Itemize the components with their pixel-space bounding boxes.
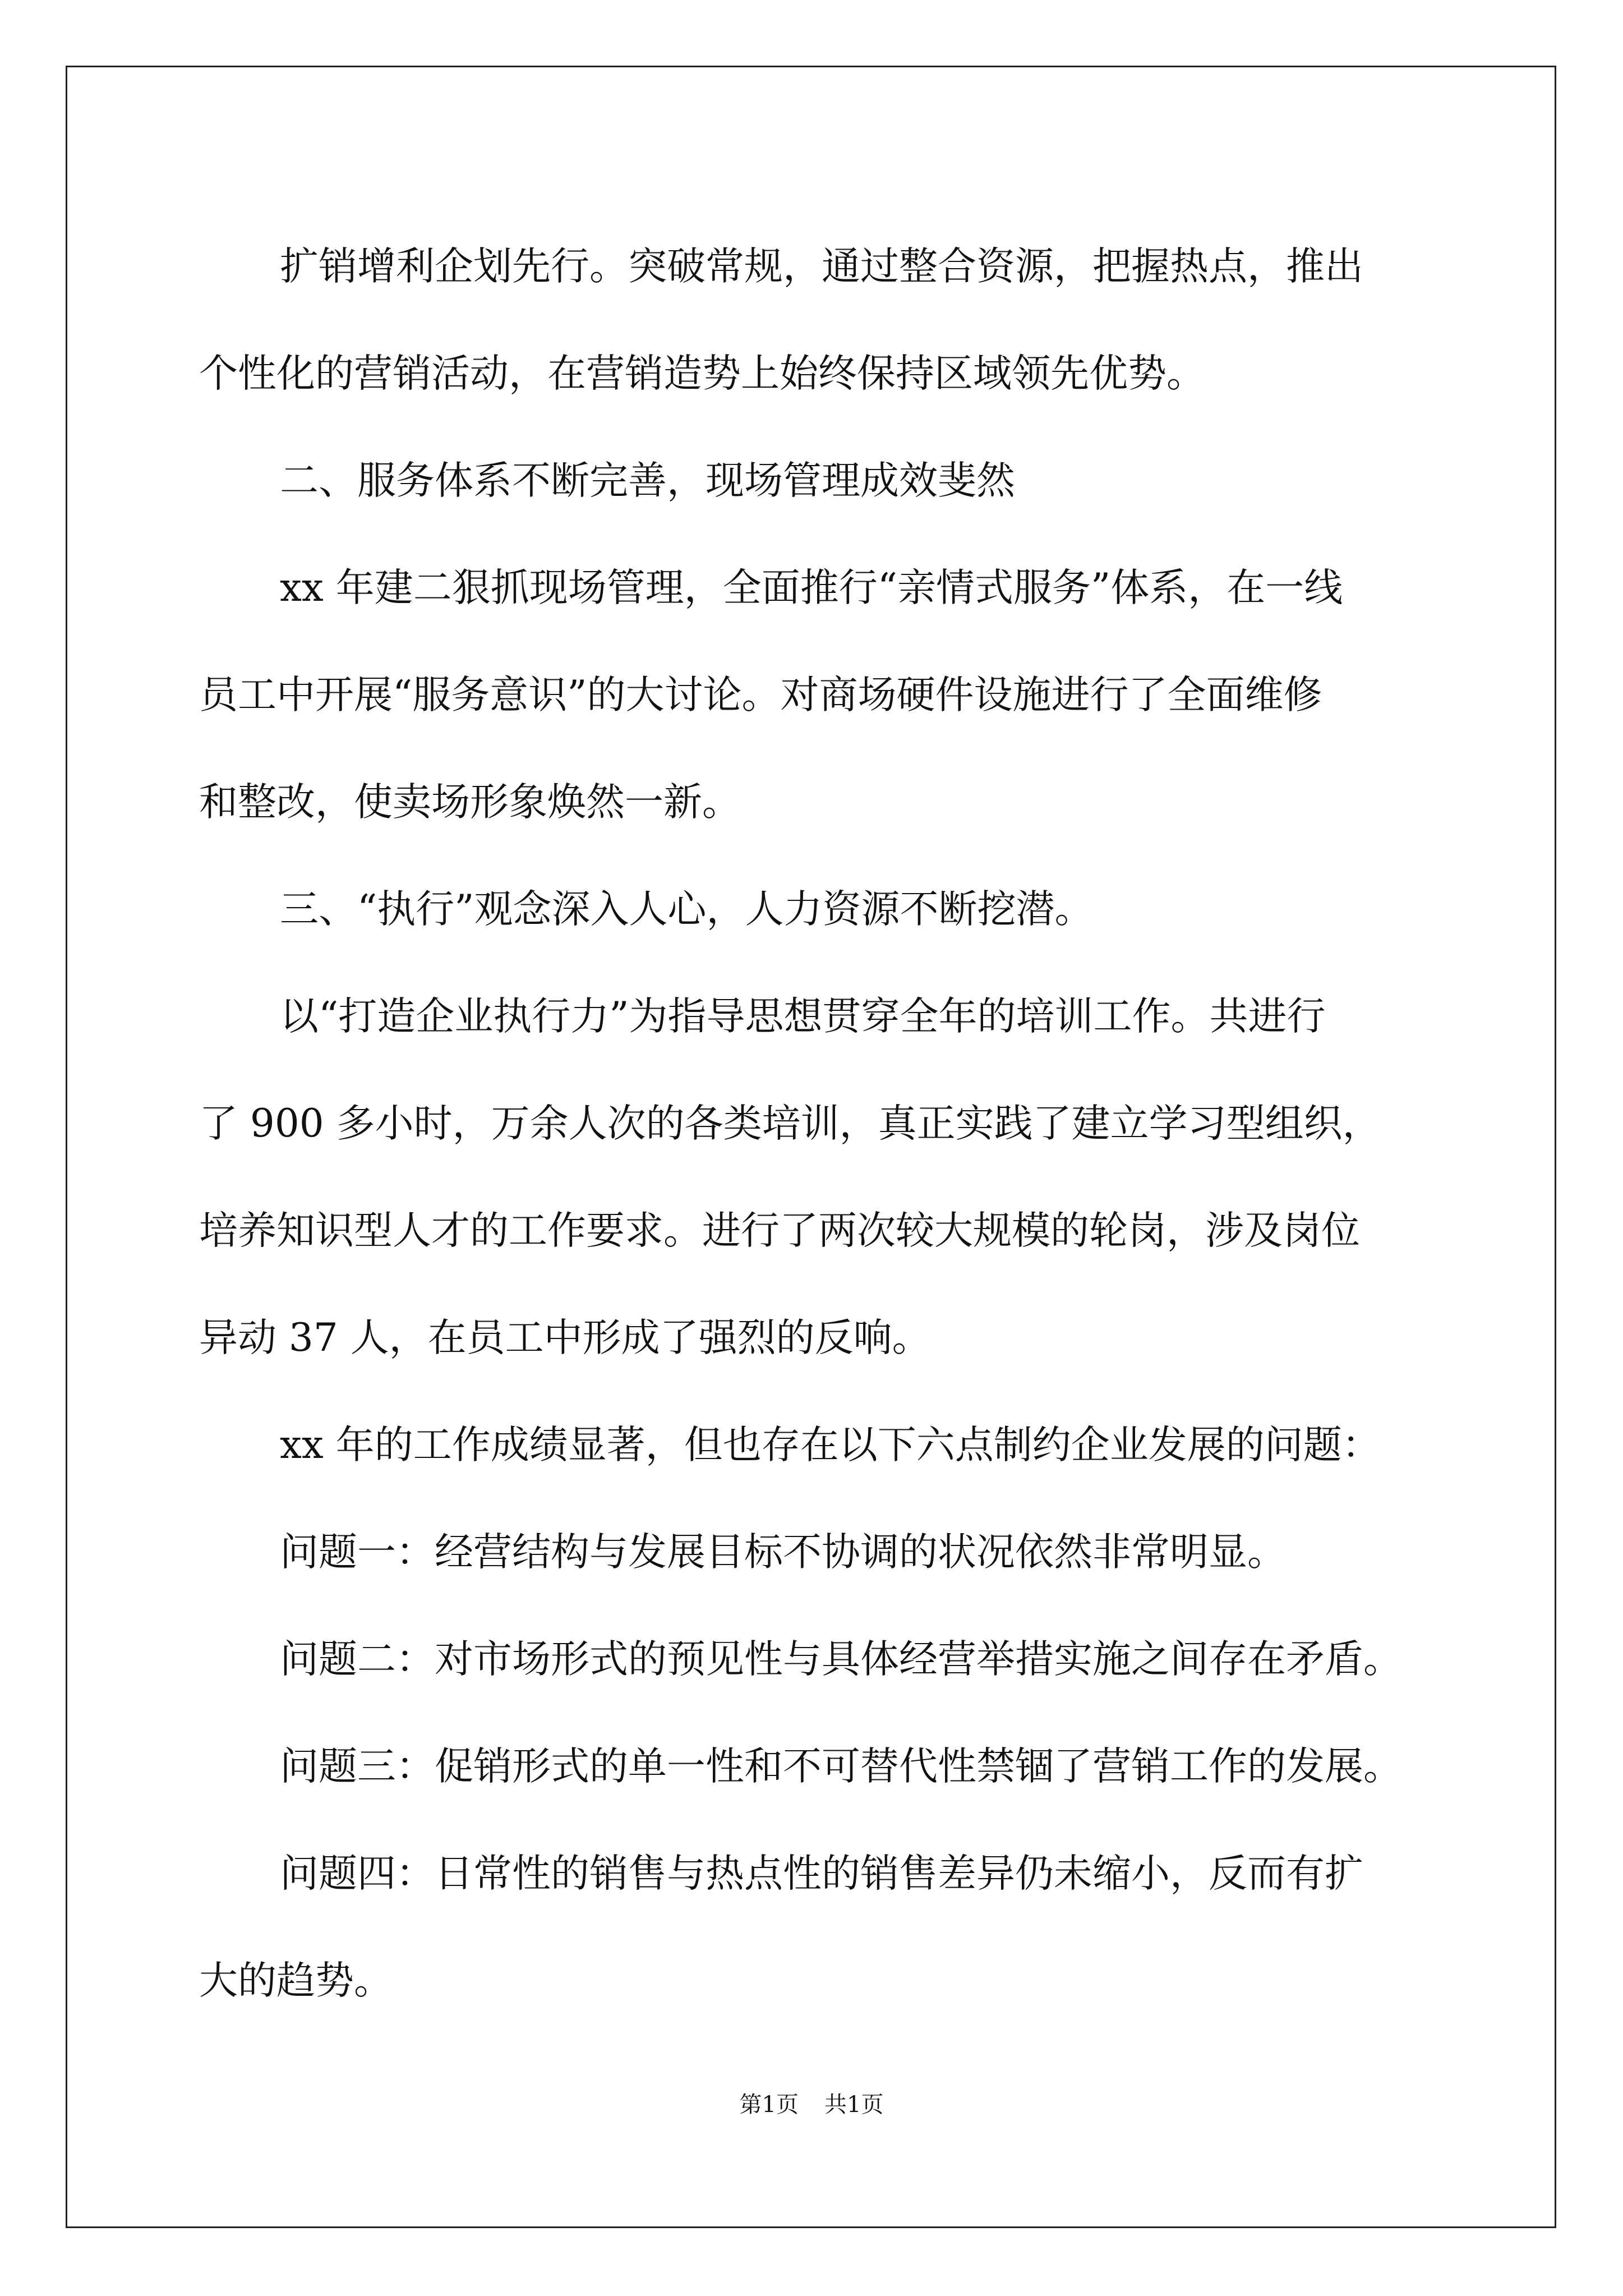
page-number-current: 第1页	[739, 2092, 799, 2118]
page-footer	[0, 2087, 1623, 2119]
text-line: 培养知识型人才的工作要求。进行了两次较大规模的轮岗，涉及岗位	[199, 1208, 1360, 1253]
text-line: 和整改，使卖场形象焕然一新。	[199, 780, 741, 825]
text-line: xx 年建二狠抓现场管理，全面推行“亲情式服务”体系，在一线	[280, 565, 1343, 610]
text-line: 员工中开展“服务意识”的大讨论。对商场硬件设施进行了全面维修	[199, 673, 1322, 717]
text-line: 大的趋势。	[199, 1958, 393, 2003]
problem-item: 问题一：经营结构与发展目标不协调的状况依然非常明显。	[280, 1530, 1286, 1575]
problem-item: 问题二：对市场形式的预见性与具体经营举措实施之间存在矛盾。	[280, 1637, 1402, 1682]
document-body	[199, 213, 1433, 2035]
problem-item: 问题四：日常性的销售与热点性的销售差异仍未缩小，反而有扩	[280, 1851, 1363, 1896]
text-line: 异动 37 人，在员工中形成了强烈的反响。	[199, 1315, 931, 1360]
section-heading: 二、服务体系不断完善，现场管理成效斐然	[280, 458, 1015, 503]
text-line: 了 900 多小时，万余人次的各类培训，真正实践了建立学习型组织，	[199, 1101, 1381, 1146]
text-line: 个性化的营销活动，在营销造势上始终保持区域领先优势。	[199, 351, 1205, 396]
text-line: 以“打造企业执行力”为指导思想贯穿全年的培训工作。共进行	[280, 994, 1326, 1039]
problem-item: 问题三：促销形式的单一性和不可替代性禁锢了营销工作的发展。	[280, 1744, 1402, 1789]
page-number-total: 共1页	[824, 2092, 884, 2118]
text-line: xx 年的工作成绩显著，但也存在以下六点制约企业发展的问题：	[280, 1423, 1381, 1467]
text-line: 扩销增利企划先行。突破常规，通过整合资源，把握热点，推出	[280, 244, 1363, 289]
section-heading: 三、“执行”观念深入人心，人力资源不断挖潜。	[280, 887, 1094, 932]
